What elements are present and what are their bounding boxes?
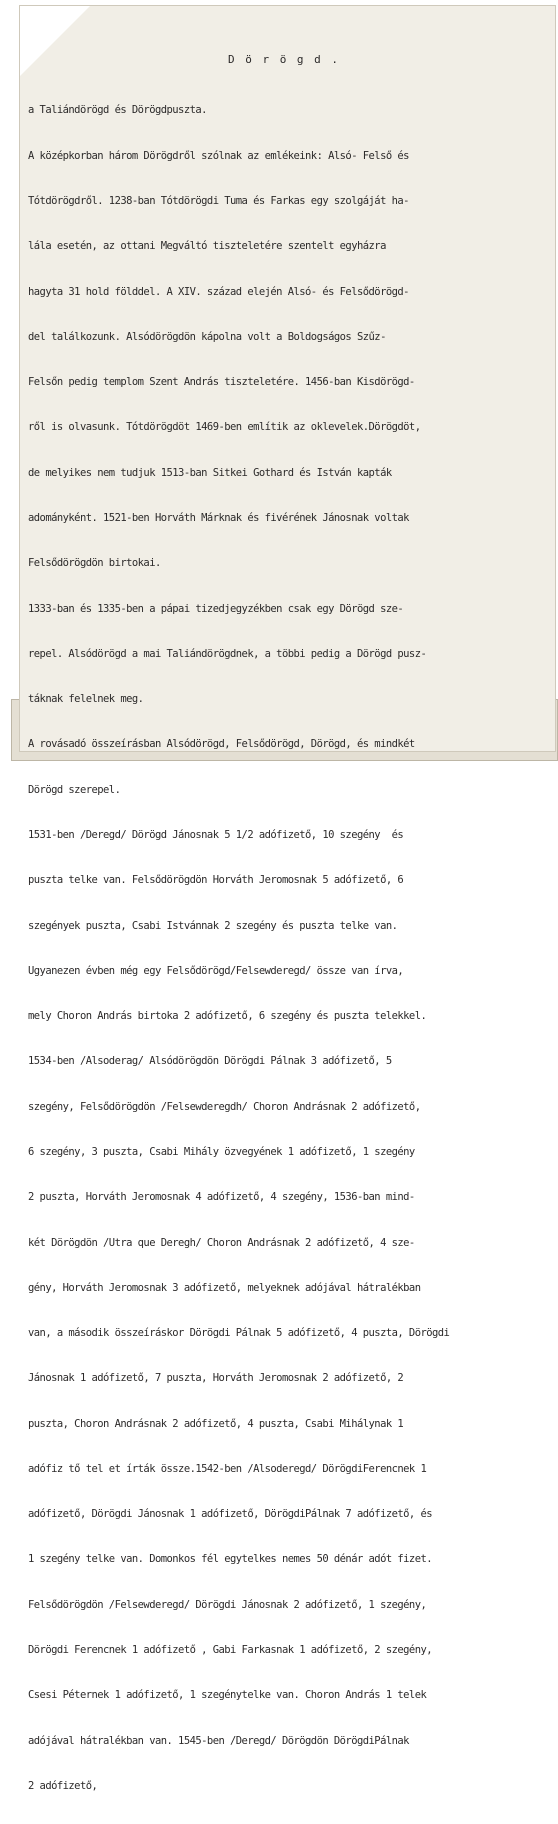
text-line: mely Choron András birtoka 2 adófizető, 6 szegény és puszta telekkel.	[28, 1010, 427, 1023]
text-line: táknak felelnek meg.	[28, 693, 144, 706]
text-line: Dörögdi Ferencnek 1 adófizető , Gabi Farkasnak 1 adófizető, 2 szegény,	[28, 1644, 433, 1657]
text-line: Ugyanezen évben még egy Felsődörögd/Felsewderegd/ össze van írva,	[28, 964, 404, 977]
text-line: puszta telke van. Felsődörögdön Horváth Jeromosnak 5 adófizető, 6	[28, 874, 404, 887]
text-line: Felsődörögdön /Felsewderegd/ Dörögdi Jánosnak 2 adófizető, 1 szegény,	[28, 1598, 427, 1611]
text-line: del találkozunk. Alsódörögdön kápolna volt a Boldogságos Szűz-	[28, 330, 386, 343]
text-line: szegények puszta, Csabi Istvánnak 2 szegény és puszta telke van.	[28, 919, 398, 932]
text-line: a Taliándörögd és Dörögdpuszta.	[28, 104, 207, 117]
text-line: 1531-ben /Deregd/ Dörögd Jánosnak 5 1/2 adófizető, 10 szegény és	[28, 828, 404, 841]
text-line: adójával hátralékban van. 1545-ben /Deregd/ Dörögdön DörögdiPálnak	[28, 1734, 409, 1747]
text-line: Dörögd szerepel.	[28, 783, 121, 796]
text-line: Tótdörögdről. 1238-ban Tótdörögdi Tuma és Farkas egy szolgáját ha-	[28, 195, 409, 208]
text-line: gény, Horváth Jeromosnak 3 adófizető, melyeknek adójával hátralékban	[28, 1281, 421, 1294]
text-line: hagyta 31 hold földdel. A XIV. század elején Alsó- és Felsődörögd-	[28, 285, 409, 298]
text-line: Jánosnak 1 adófizető, 7 puszta, Horváth Jeromosnak 2 adófizető, 2	[28, 1372, 404, 1385]
text-line: Csesi Péternek 1 adófizető, 1 szegénytelke van. Choron András 1 telek	[28, 1689, 427, 1702]
text-line: két Dörögdön /Utra que Deregh/ Choron Andrásnak 2 adófizető, 4 sze-	[28, 1236, 415, 1249]
text-line: van, a második összeíráskor Dörögdi Pálnak 5 adófizető, 4 puszta, Dörögdi	[28, 1327, 450, 1340]
text-line: ről is olvasunk. Tótdörögdöt 1469-ben említik az oklevelek.Dörögdöt,	[28, 421, 421, 434]
text-line: adományként. 1521-ben Horváth Márknak és fivérének Jánosnak voltak	[28, 512, 409, 524]
text-line: 1333-ban és 1335-ben a pápai tizedjegyzékben csak egy Dörögd sze-	[28, 602, 404, 615]
text-line: 1 szegény telke van. Domonkos fél egytelkes nemes 50 dénár adót fizet.	[28, 1553, 433, 1566]
text-line: Felsőn pedig templom Szent András tiszteletére. 1456-ban Kisdörögd-	[28, 376, 415, 389]
text-line: puszta, Choron Andrásnak 2 adófizető, 4 puszta, Csabi Mihálynak 1	[28, 1417, 404, 1430]
document-title: D ö r ö g d .	[227, 53, 341, 67]
text-line: 6 szegény, 3 puszta, Csabi Mihály özvegyének 1 adófizető, 1 szegény	[28, 1145, 415, 1158]
text-line: A középkorban három Dörögdről szólnak az emlékeink: Alsó- Felső és	[28, 149, 409, 162]
text-line: A rovásadó összeírásban Alsódörögd, Felsődörögd, Dörögd, és mindkét	[28, 738, 415, 751]
text-line: lála esetén, az ottani Megváltó tiszteletére szentelt egyházra	[28, 240, 386, 253]
text-line: de melyikes nem tudjuk 1513-ban Sitkei Gothard és István kapták	[28, 466, 392, 479]
text-line: Felsődörögdön birtokai.	[28, 557, 161, 570]
text-line: adófiz tő tel et írták össze.1542-ben /Alsoderegd/ DörögdiFerencnek 1	[28, 1462, 427, 1475]
text-line: 1534-ben /Alsoderag/ Alsódörögdön Dörögdi Pálnak 3 adófizető, 5	[28, 1055, 392, 1068]
text-line: adófizető, Dörögdi Jánosnak 1 adófizető, DörögdiPálnak 7 adófizető, és	[28, 1508, 433, 1521]
text-line: repel. Alsódörögd a mai Taliándörögdnek, a többi pedig a Dörögd pusz-	[28, 647, 427, 660]
typed-text-body	[28, 22, 540, 1824]
text-line: 2 adófizető,	[28, 1779, 98, 1792]
text-line: szegény, Felsődörögdön /Felsewderegdh/ Choron Andrásnak 2 adófizető,	[28, 1100, 421, 1113]
text-line: 2 puszta, Horváth Jeromosnak 4 adófizető, 4 szegény, 1536-ban mind-	[28, 1191, 415, 1204]
